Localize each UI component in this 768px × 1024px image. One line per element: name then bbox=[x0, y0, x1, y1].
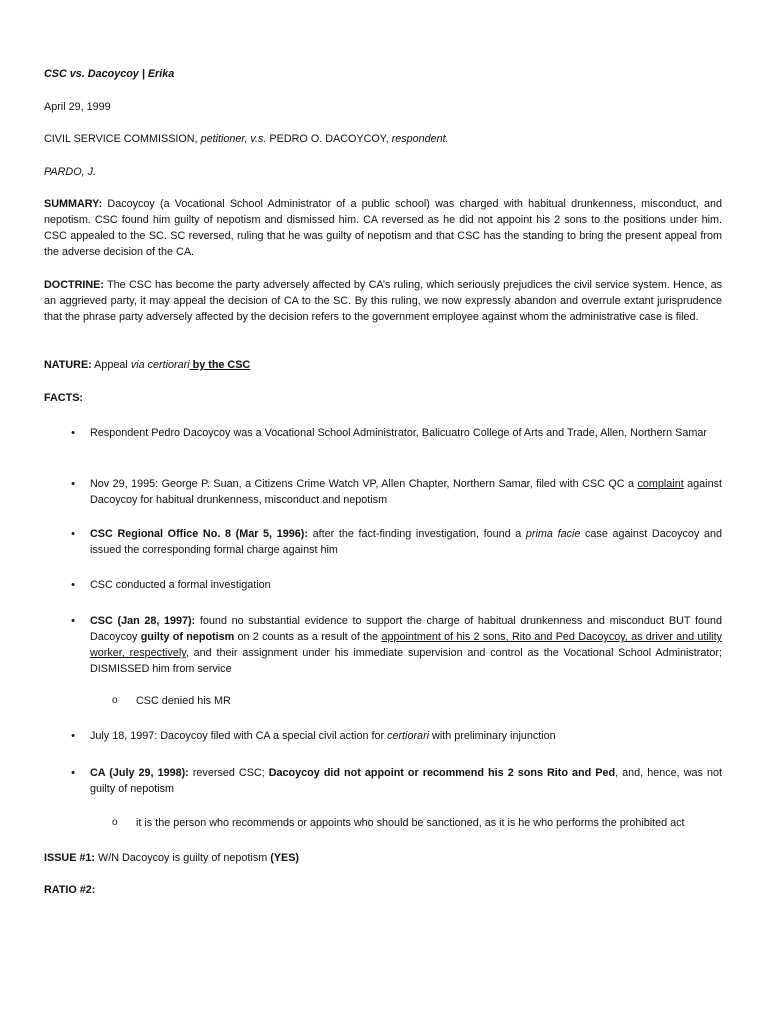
issue-label: ISSUE #1: bbox=[44, 852, 96, 864]
complaint-link[interactable]: complaint bbox=[637, 478, 684, 490]
ponente: PARDO, J. bbox=[44, 166, 96, 178]
nature-label: NATURE: bbox=[44, 359, 92, 371]
bullet-icon: • bbox=[71, 579, 75, 591]
bullet-icon: • bbox=[71, 478, 75, 490]
decision-date: April 29, 1999 bbox=[44, 101, 111, 113]
bullet-icon: • bbox=[71, 767, 75, 779]
circle-bullet-icon: o bbox=[112, 695, 118, 706]
bullet-icon: • bbox=[71, 730, 75, 742]
bullet-icon: • bbox=[71, 427, 75, 439]
fact-text: CSC Regional Office No. 8 (Mar 5, 1996): after the fact-finding investigation, found a prima facie case against Dacoycoy and issued the corresponding formal charge against him bbox=[90, 528, 722, 556]
doc-title: CSC vs. Dacoycoy | Erika bbox=[44, 68, 175, 80]
circle-bullet-icon: o bbox=[112, 817, 118, 828]
fact-text: Respondent Pedro Dacoycoy was a Vocational School Administrator, Balicuatro College of Arts and Trade, Allen, Northern Samar bbox=[90, 427, 707, 439]
bullet-icon: • bbox=[71, 615, 75, 627]
author-name: Erika bbox=[147, 68, 175, 80]
facts-heading: FACTS: bbox=[44, 392, 83, 404]
issue-answer: (YES) bbox=[270, 852, 300, 864]
issue-text: W/N Dacoycoy is guilty of nepotism bbox=[95, 852, 271, 864]
doctrine-text: The CSC has become the party adversely affected by CA’s ruling, which seriously prejudices the civil service system. Hence, as an aggrieved party, it may appeal the decision of CA to the SC. By this ruling, we now expressly abandon and overrule extant jurisprudence that the phrase party adversely affected by the decision refers to the government employee against whom the administrative case is filed. bbox=[44, 279, 722, 323]
issue-section bbox=[44, 850, 722, 866]
summary-text: Dacoycoy (a Vocational School Administrator of a public school) was charged with habitual drunkenness, misconduct, and nepotism. CSC found him guilty of nepotism and dismissed him. CA reversed as he did not appoint his 2 sons to the positions under him. CSC appealed to the SC. SC reversed, ruling that he was guilty of nepotism and that CSC has the standing to bring the present appeal from the adverse decision of the CA. bbox=[44, 198, 722, 258]
case-title: CSC vs. Dacoycoy bbox=[44, 68, 139, 80]
fact-text: CA (July 29, 1998): reversed CSC; Dacoycoy did not appoint or recommend his 2 sons Rito and Ped, and, hence, was not guilty of nepotism bbox=[90, 767, 722, 795]
ratio-heading: RATIO #2: bbox=[44, 884, 96, 896]
summary-label: SUMMARY: bbox=[44, 198, 103, 210]
case-parties: CIVIL SERVICE COMMISSION, petitioner, v.s. PEDRO O. DACOYCOY, respondent. bbox=[44, 133, 449, 145]
fact-text: July 18, 1997: Dacoycoy filed with CA a special civil action for certiorari with preliminary injunction bbox=[90, 730, 556, 742]
fact-text: CSC (Jan 28, 1997): found no substantial evidence to support the charge of habitual drunkenness and misconduct BUT found Dacoycoy guilty of nepotism on 2 counts as a result of the appointment of his 2 sons, Rito and Ped Dacoycoy, as driver and utility worker, respectively, and their assignment under his immediate supervision and control as the Vocational School Administrator; DISMISSED him from service bbox=[90, 615, 722, 675]
sub-fact-text: it is the person who recommends or appoints who should be sanctioned, as it is he who performs the prohibited act bbox=[136, 817, 685, 829]
fact-text: Nov 29, 1995: George P. Suan, a Citizens Crime Watch VP, Allen Chapter, Northern Samar, filed with CSC QC a complaint against Dacoycoy for habitual drunkenness, misconduct and nepotism bbox=[90, 478, 722, 506]
nature-section: NATURE: Appeal via certiorari by the CSC bbox=[44, 359, 251, 371]
doctrine-section bbox=[44, 277, 722, 325]
sub-fact-text: CSC denied his MR bbox=[136, 695, 231, 707]
fact-text: CSC conducted a formal investigation bbox=[90, 579, 271, 591]
doctrine-label: DOCTRINE: bbox=[44, 279, 104, 291]
bullet-icon: • bbox=[71, 528, 75, 540]
summary-section bbox=[44, 196, 722, 260]
